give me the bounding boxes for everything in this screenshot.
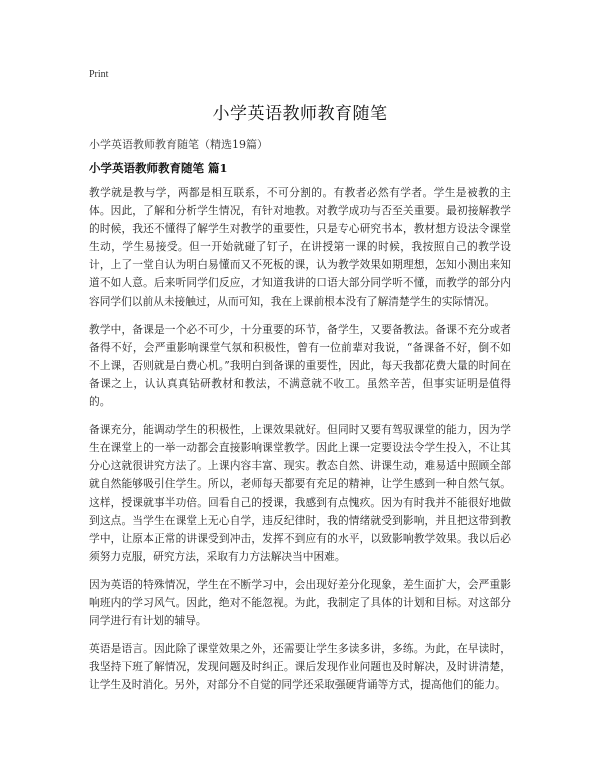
paragraph: 因为英语的特殊情况，学生在不断学习中，会出现好差分化现象，差生面扩大，会严重影响班内的学习风气。因此，绝对不能忽视。为此，我制定了具体的计划和目标。对这部分同学进行有计划的辅导。 (89, 577, 511, 628)
paragraph: 备课充分，能调动学生的积极性，上课效果就好。但同时又要有驾驭课堂的能力，因为学生在课堂上的一举一动都会直接影响课堂教学。因此上课一定要设法令学生投入，不让其分心这就很讲究方法了。上课内容丰富、现实。教态自然、讲课生动，难易适中照顾全部就自然能够吸引住学生。所以，老师每天都要有充足的精神，让学生感到一种自然气氛。这样，授课就事半功倍。回看自己的授课，我感到有点愧疚。因为有时我并不能很好地做到这点。当学生在课堂上无心自学，违反纪律时，我的情绪就受到影响，并且把这带到教学中，让原本正常的讲课受到冲击，发挥不到应有的水平，以致影响教学效果。我以后必须努力克服，研究方法，采取有力方法解决当中困难。 (89, 423, 511, 563)
document-subtitle: 小学英语教师教育随笔（精选19篇） (89, 138, 268, 151)
article-body (89, 184, 511, 704)
print-label[interactable]: Print (89, 69, 109, 80)
paragraph: 教学中，备课是一个必不可少，十分重要的环节，备学生，又要备教法。备课不充分或者备得不好，会严重影响课堂气氛和积极性，曾有一位前辈对我说，“备课备不好，倒不如不上课，否则就是白费心机。”我明白到备课的重要性，因此，每天我都花费大量的时间在备课之上，认认真真钻研教材和教法，不满意就不收工。虽然辛苦，但事实证明是值得的。 (89, 322, 511, 409)
paragraph: 教学就是教与学，两都是相互联系，不可分割的。有教者必然有学者。学生是被教的主体。因此，了解和分析学生情况，有针对地教。对教学成功与否至关重要。最初接解教学的时候，我还不懂得了解学生对教学的重要性，只是专心研究书本，教材想方设法令课堂生动，学生易接受。但一开始就碰了钉子，在讲授第一课的时候，我按照自己的教学设计，上了一堂自认为明白易懂而又不死板的课，认为教学效果如期理想，怎知小测出来知道不如人意。后来听同学们反应，才知道我讲的口语大部分同学听不懂，而教学的部分内容同学们以前从未接触过，从而可知，我在上课前根本没有了解清楚学生的实际情况。 (89, 186, 511, 308)
paragraph: 英语是语言。因此除了课堂效果之外，还需要让学生多读多讲，多练。为此，在早读时，我坚持下班了解情况，发现问题及时纠正。课后发现作业问题也及时解决，及时讲清楚，让学生及时消化。另外，对部分不自觉的同学还采取强硬背诵等方式，提高他们的能力。 (89, 642, 511, 692)
section-heading: 小学英语教师教育随笔 篇1 (89, 161, 228, 175)
page-title: 小学英语教师教育随笔 (212, 104, 388, 124)
